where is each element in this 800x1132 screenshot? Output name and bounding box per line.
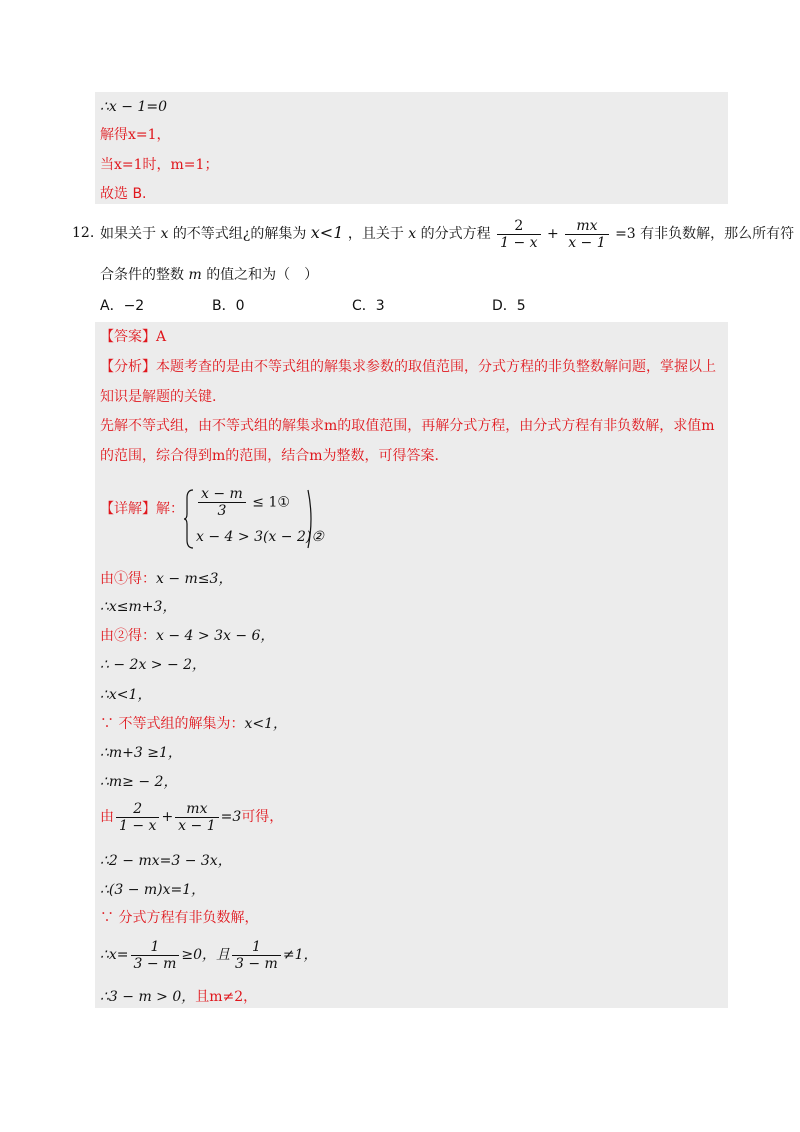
stem-fraction-2: $\frac{mx}{x - 1}$ bbox=[565, 218, 608, 251]
step13-fraction-1: $\frac{1}{3 - m}$ bbox=[131, 939, 180, 972]
option-c: C．3 bbox=[352, 298, 385, 314]
step13-fraction-2: $\frac{1}{3 - m}$ bbox=[232, 939, 281, 972]
option-d: D．5 bbox=[492, 298, 526, 314]
step-9: 由 $\frac{2}{1 - x}$ + $\frac{mx}{x - 1}$ =3可得， bbox=[100, 800, 284, 834]
step-13: ∴x= $\frac{1}{3 - m}$ ≥0，且 $\frac{1}{3 - m}$ ≠1， bbox=[100, 938, 318, 972]
system-fraction: $\frac{x - m}{3}$ bbox=[198, 486, 246, 519]
analysis-line-1: 【分析】本题考查的是由不等式组的解集求参数的取值范围，分式方程的非负整数解问题，掌握以上 bbox=[100, 359, 716, 375]
previous-solution-block bbox=[95, 92, 728, 204]
step-2: ∴x≤m+3， bbox=[100, 599, 177, 615]
step-3: 由②得：x − 4 > 3x − 6， bbox=[100, 628, 275, 644]
step-10: ∴2 − mx=3 − 3x， bbox=[100, 853, 232, 869]
system-inequality-1: $\frac{x - m}{3}$ ≤ 1① bbox=[196, 486, 290, 519]
left-brace bbox=[183, 488, 195, 550]
prev-line-4: 故选 B. bbox=[100, 186, 147, 202]
step-11: ∴(3 − m)x=1， bbox=[100, 882, 206, 898]
stem-fraction-1: $\frac{2}{1 - x}$ bbox=[497, 218, 540, 251]
question-stem-line1: 如果关于 x 的不等式组¿的解集为 x<1 ，且关于 x 的分式方程 $\frac{2}{1 - x}$ + $\frac{mx}{x - 1}$ =3 有非负数解，那么所有符 bbox=[100, 217, 795, 251]
option-a: A．−2 bbox=[100, 298, 145, 314]
step-12: ∵ 分式方程有非负数解， bbox=[100, 910, 259, 926]
system-inequality-2: x − 4 > 3(x − 2)② bbox=[196, 529, 324, 545]
step9-fraction-2: $\frac{mx}{x - 1}$ bbox=[175, 801, 218, 834]
question-stem-line2: 合条件的整数 m 的值之和为（ ） bbox=[100, 267, 319, 283]
prev-line-1: ∴x − 1=0 bbox=[100, 99, 167, 115]
step-6: ∵ 不等式组的解集为：x<1， bbox=[100, 716, 287, 732]
analysis-line-2: 知识是解题的关键. bbox=[100, 389, 217, 405]
option-b: B．0 bbox=[212, 298, 245, 314]
step9-fraction-1: $\frac{2}{1 - x}$ bbox=[116, 801, 159, 834]
step-1: 由①得：x − m≤3， bbox=[100, 571, 233, 587]
analysis-line-4: 的范围，综合得到m的范围，结合m为整数，可得答案. bbox=[100, 448, 439, 464]
step-4: ∴ − 2x > − 2， bbox=[100, 657, 207, 673]
answer-label: 【答案】A bbox=[100, 329, 167, 345]
step-7: ∴m+3 ≥1， bbox=[100, 745, 182, 761]
prev-line-3: 当x=1时，m=1； bbox=[100, 157, 219, 173]
step-5: ∴x<1， bbox=[100, 687, 152, 703]
step-8: ∴m≥ − 2， bbox=[100, 774, 178, 790]
right-paren bbox=[306, 488, 316, 550]
detail-label: 【详解】解： bbox=[100, 501, 184, 517]
step-14: ∴3 − m > 0，且m≠2， bbox=[100, 989, 258, 1005]
prev-line-2: 解得x=1， bbox=[100, 127, 171, 143]
analysis-line-3: 先解不等式组，由不等式组的解集求m的取值范围，再解分式方程，由分式方程有非负数解，求值m bbox=[100, 418, 715, 434]
question-number: 12. bbox=[72, 225, 95, 241]
